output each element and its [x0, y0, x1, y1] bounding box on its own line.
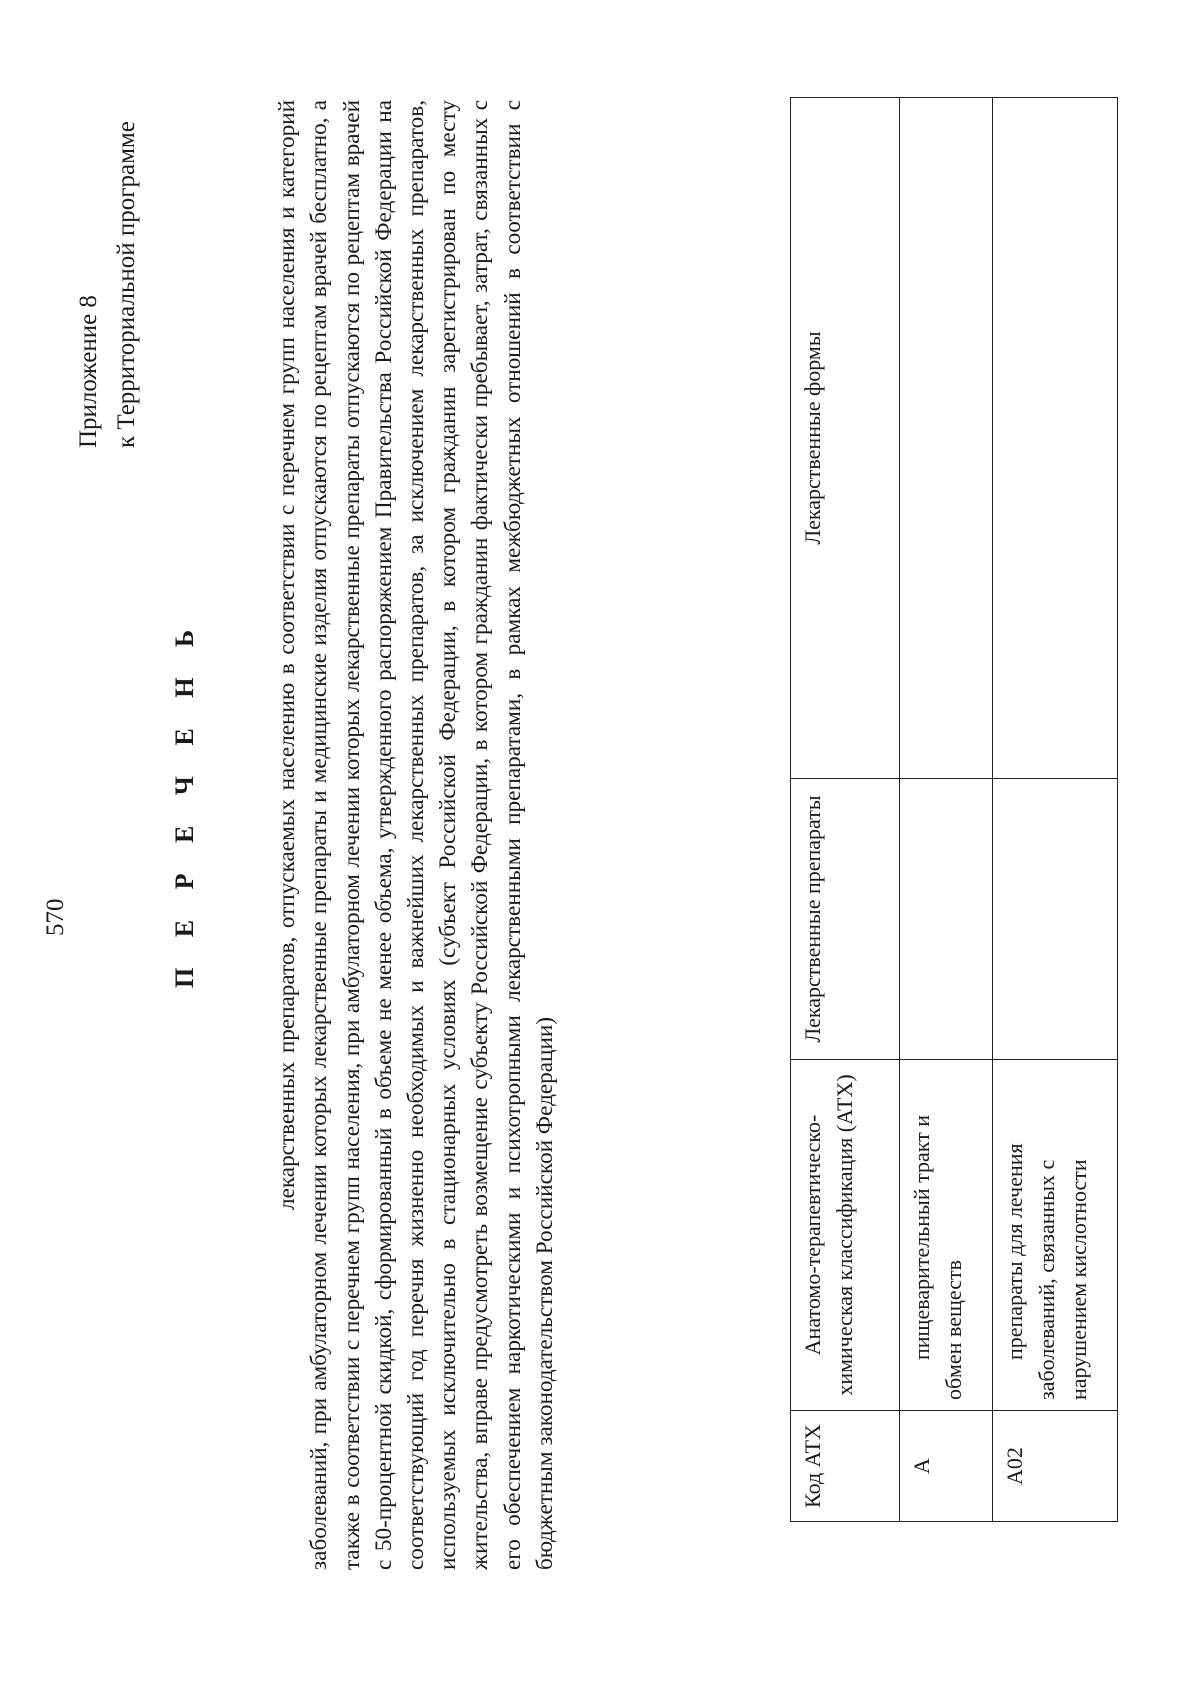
page-number: 570 — [42, 898, 69, 936]
intro-paragraph: лекарственных препаратов, отпускаемых населению в соответствии с перечнем групп населения и категорий заболеваний, при амбулаторном лечении которых лекарственные препараты и медицинские изделия отпускаются по рецептам врачей бесплатно, а также в соответствии с перечнем групп населения, при амбулаторном лечении которых лекарственные препараты отпускаются по рецептам врачей с 50-процентной скидкой, сформированный в объеме не менее объема, утвержденного распоряжением Правительства Российской Федерации на соответствующий год перечня жизненно необходимых и важнейших лекарственных препаратов, за исключением лекарственных препаратов, используемых исключительно в стационарных условиях (субъект Российской Федерации, в котором гражданин зарегистрирован по месту жительства, вправе предусмотреть возмещение субъекту Российской Федерации, в котором гражданин фактически пребывает, затрат, связанных с его обеспечением наркотическими и психотропными лекарственными препаратами, в рамках межбюджетных отношений в соответствии с бюджетным законодательством Российской Федерации) — [274, 100, 558, 1570]
document-title: П Е Р Е Ч Е Н Ь — [170, 617, 199, 988]
header-code: Код АТХ — [791, 1411, 900, 1522]
table-header-row — [791, 98, 900, 1522]
rotated-page — [30, 48, 1170, 1648]
header-forms: Лекарственные формы — [791, 98, 900, 779]
appendix-line-2: к Территориальной программе — [113, 121, 140, 448]
header-drugs: Лекарственные препараты — [791, 779, 900, 1060]
cell-drugs — [993, 779, 1118, 1060]
cell-drugs — [900, 779, 993, 1060]
cell-code: A — [900, 1411, 993, 1522]
cell-forms — [900, 98, 993, 779]
appendix-note — [70, 121, 146, 448]
cell-atc: пищеварительный тракт и обмен веществ — [900, 1060, 993, 1411]
atc-table — [790, 97, 1118, 1522]
table-row — [900, 98, 993, 1522]
cell-code: A02 — [993, 1411, 1118, 1522]
table-row — [993, 98, 1118, 1522]
header-atc: Анатомо-терапевтическо-химическая классификация (АТХ) — [791, 1060, 900, 1411]
appendix-line-1: Приложение 8 — [75, 295, 102, 448]
cell-forms — [993, 98, 1118, 779]
cell-atc: препараты для лечения заболеваний, связанных с нарушением кислотности — [993, 1060, 1118, 1411]
